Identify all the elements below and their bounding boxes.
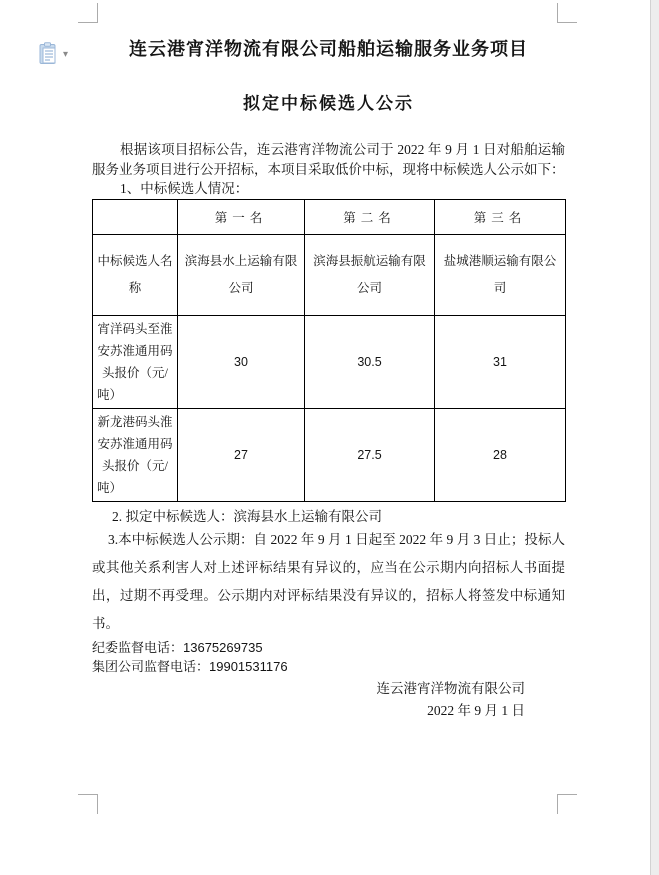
paste-options-button[interactable] <box>38 42 76 70</box>
discipline-phone-line <box>92 638 565 657</box>
document-text-area <box>92 0 565 721</box>
document-subtitle: 拟定中标候选人公示 <box>243 94 414 113</box>
table-header-row <box>93 199 566 234</box>
paste-options-icon[interactable] <box>38 42 59 70</box>
price-xiaoyang-3: 31 <box>435 315 566 408</box>
bid-candidates-table <box>92 199 566 502</box>
margin-crop-mark-bottom-right <box>557 794 577 814</box>
header-cell-second: 第二名 <box>305 199 435 234</box>
group-phone-label: 集团公司监督电话： <box>92 658 210 674</box>
document-title: 连云港宵洋物流有限公司船舶运输服务业务项目 <box>129 39 528 59</box>
price-xiaoyang-1: 30 <box>178 315 305 408</box>
intro-paragraph: 根据该项目招标公告，连云港宵洋物流公司于 2022 年 9 月 1 日对船舶运输服务业务项目进行公开招标，本项目采取低价中标，现将中标候选人公示如下： <box>92 142 565 177</box>
price-xinlonggang-3: 28 <box>435 408 566 501</box>
header-cell-third: 第三名 <box>435 199 566 234</box>
discipline-phone-label: 纪委监督电话： <box>92 639 184 655</box>
page-edge-strip <box>650 0 659 875</box>
list-item-3: 3.本中标候选人公示期：自 2022 年 9 月 1 日起至 2022 年 9 月 3 日止；投标人或其他关系利害人对上述评标结果有异议的，应当在公示期内向招标人书面提出，过期不再受理。公示期内对评标结果没有异议的，招标人将签发中标通知书。 <box>92 531 565 631</box>
signature-company: 连云港宵洋物流有限公司 <box>376 680 525 696</box>
signature-date: 2022 年 9 月 1 日 <box>427 703 525 718</box>
group-phone-number: 19901531176 <box>209 658 288 674</box>
table-row-candidate-names <box>93 234 566 315</box>
row-label-price-xinlonggang: 新龙港码头淮安苏淮通用码头报价（元/吨） <box>93 408 178 501</box>
paste-options-dropdown-icon[interactable]: ▾ <box>63 49 69 60</box>
price-xiaoyang-2: 30.5 <box>305 315 435 408</box>
table-row-price-xinlonggang <box>93 408 566 501</box>
group-phone-line <box>92 657 565 676</box>
header-cell-first: 第一名 <box>178 199 305 234</box>
price-xinlonggang-1: 27 <box>178 408 305 501</box>
candidate-2-name: 滨海县振航运输有限公司 <box>305 234 435 315</box>
row-label-candidate-name: 中标候选人名称 <box>93 234 178 315</box>
discipline-phone-number: 13675269735 <box>183 639 263 655</box>
margin-crop-mark-bottom-left <box>78 794 98 814</box>
row-label-price-xiaoyang: 宵洋码头至淮安苏淮通用码头报价（元/吨） <box>93 315 178 408</box>
table-row-price-xiaoyang <box>93 315 566 408</box>
list-item-1: 1、中标候选人情况： <box>120 181 249 196</box>
price-xinlonggang-2: 27.5 <box>305 408 435 501</box>
candidate-3-name: 盐城港顺运输有限公司 <box>435 234 566 315</box>
list-item-2: 2. 拟定中标候选人：滨海县水上运输有限公司 <box>112 508 382 524</box>
header-cell-blank <box>93 199 178 234</box>
candidate-1-name: 滨海县水上运输有限公司 <box>178 234 305 315</box>
